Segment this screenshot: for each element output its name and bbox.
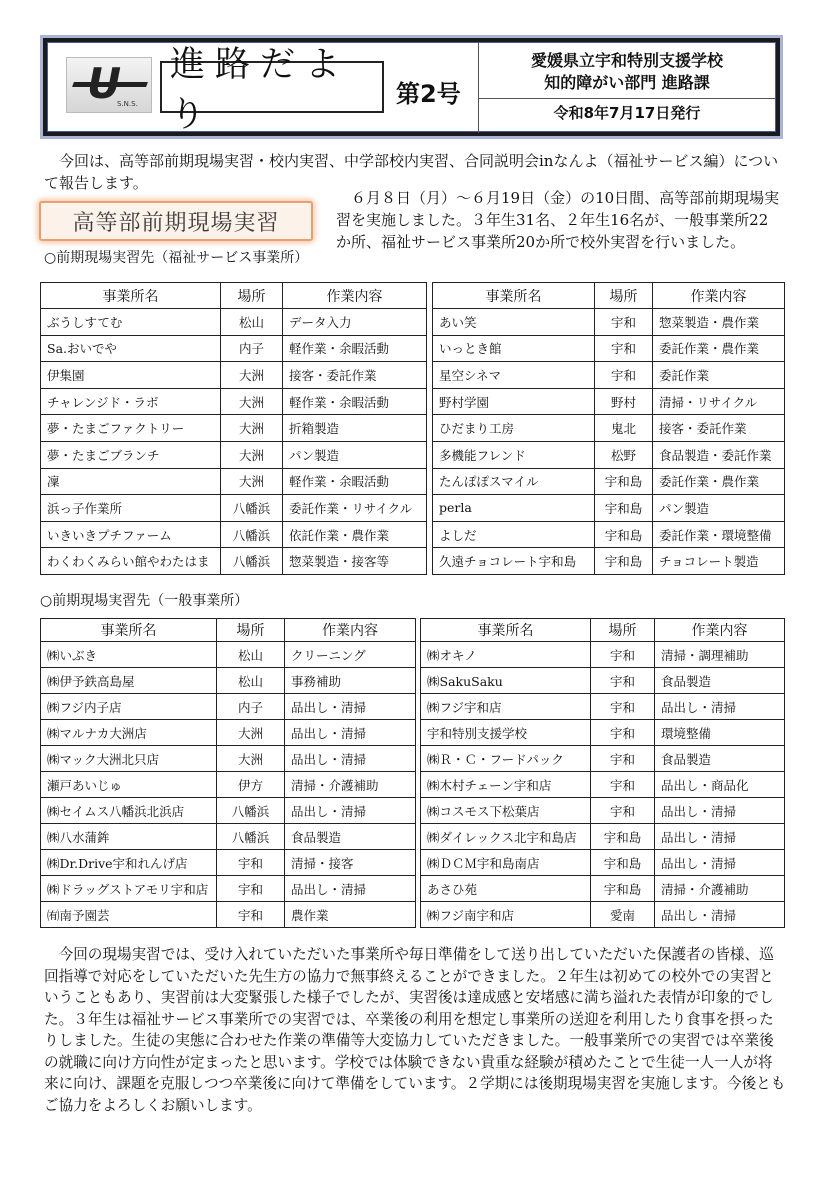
cell-business-name: 凜 (41, 468, 221, 495)
cell-business-name: ひだまり工房 (433, 415, 595, 442)
col-header-work: 作業内容 (655, 619, 785, 642)
table-row (41, 694, 416, 720)
cell-work: 食品製造・委託作業 (653, 441, 785, 468)
cell-work: 委託作業・農作業 (653, 335, 785, 362)
school-info (478, 50, 776, 94)
cell-place: 八幡浜 (221, 548, 283, 575)
cell-business-name: 野村学園 (433, 388, 595, 415)
cell-business-name: あさひ苑 (421, 876, 591, 902)
table-row (41, 388, 427, 415)
cell-business-name: ㈲南予園芸 (41, 902, 217, 928)
table-row (41, 642, 416, 668)
cell-place: 伊方 (217, 772, 285, 798)
cell-place: 鬼北 (595, 415, 653, 442)
cell-work: 依託作業・農作業 (283, 521, 427, 548)
cell-place: 大洲 (217, 720, 285, 746)
general-table-right (420, 618, 785, 928)
cell-place: 宇和 (591, 668, 655, 694)
cell-place: 宇和島 (595, 495, 653, 522)
cell-business-name: いきいきプチファーム (41, 521, 221, 548)
general-heading: ○前期現場実習先（一般事業所） (40, 593, 249, 609)
cell-work: 軽作業・余暇活動 (283, 335, 427, 362)
cell-business-name: 伊集園 (41, 362, 221, 389)
table-row (433, 309, 785, 336)
cell-work: 品出し・清掃 (285, 798, 416, 824)
cell-place: 宇和 (591, 720, 655, 746)
cell-business-name: 夢・たまごブランチ (41, 441, 221, 468)
table-row (433, 388, 785, 415)
cell-business-name: いっとき館 (433, 335, 595, 362)
cell-work: 接客・委託作業 (653, 415, 785, 442)
cell-business-name: ㈱フジ南宇和店 (421, 902, 591, 928)
cell-place: 宇和 (217, 876, 285, 902)
cell-place: 宇和 (591, 772, 655, 798)
cell-business-name: ㈱いぶき (41, 642, 217, 668)
cell-work: チョコレート製造 (653, 548, 785, 575)
cell-place: 宇和 (595, 362, 653, 389)
cell-business-name: ㈱オキノ (421, 642, 591, 668)
cell-work: 食品製造 (655, 746, 785, 772)
cell-business-name: ㈱Ｒ・Ｃ・フードパック (421, 746, 591, 772)
table-row (433, 521, 785, 548)
cell-place: 宇和 (595, 335, 653, 362)
col-header-name: 事業所名 (41, 619, 217, 642)
table-row (41, 850, 416, 876)
cell-work: 品出し・清掃 (285, 746, 416, 772)
cell-work: 委託作業 (653, 362, 785, 389)
cell-work: 清掃・接客 (285, 850, 416, 876)
cell-work: 委託作業・農作業 (653, 468, 785, 495)
cell-place: 松山 (217, 668, 285, 694)
table-row (41, 902, 416, 928)
cell-place: 大洲 (221, 468, 283, 495)
table-row (421, 824, 785, 850)
cell-place: 八幡浜 (217, 798, 285, 824)
cell-business-name: ㈱Dr.Drive宇和れんげ店 (41, 850, 217, 876)
cell-place: 大洲 (221, 362, 283, 389)
cell-place: 内子 (221, 335, 283, 362)
welfare-table-right (432, 282, 785, 575)
col-header-work: 作業内容 (653, 283, 785, 309)
department-name: 知的障がい部門 進路課 (544, 73, 710, 92)
table-row (421, 642, 785, 668)
table-row (433, 548, 785, 575)
table-row (421, 902, 785, 928)
cell-business-name: perla (433, 495, 595, 522)
table-row (433, 362, 785, 389)
cell-work: 惣菜製造・接客等 (283, 548, 427, 575)
cell-work: 品出し・清掃 (285, 876, 416, 902)
cell-business-name: ㈱ＤＣＭ宇和島南店 (421, 850, 591, 876)
school-name: 愛媛県立宇和特別支援学校 (530, 51, 723, 70)
cell-work: 農作業 (285, 902, 416, 928)
cell-place: 大洲 (217, 746, 285, 772)
cell-work: 清掃・介護補助 (285, 772, 416, 798)
table-row (421, 668, 785, 694)
cell-business-name: 浜っ子作業所 (41, 495, 221, 522)
logo-letter: U (87, 59, 122, 108)
cell-place: 宇和島 (591, 850, 655, 876)
table-row (41, 548, 427, 575)
col-header-name: 事業所名 (41, 283, 221, 309)
cell-work: 品出し・清掃 (285, 720, 416, 746)
table-row (433, 415, 785, 442)
cell-work: 品出し・商品化 (655, 772, 785, 798)
cell-place: 八幡浜 (221, 495, 283, 522)
cell-work: 委託作業・リサイクル (283, 495, 427, 522)
logo-subtext: S.N.S. (117, 100, 138, 108)
cell-place: 宇和 (591, 746, 655, 772)
header-divider-horizontal (478, 98, 776, 99)
table-row (41, 495, 427, 522)
cell-business-name: ㈱八水蒲鉾 (41, 824, 217, 850)
table-row (421, 850, 785, 876)
cell-business-name: ㈱ドラッグストアモリ宇和店 (41, 876, 217, 902)
cell-work: 清掃・介護補助 (655, 876, 785, 902)
cell-work: 品出し・清掃 (285, 694, 416, 720)
cell-work: 清掃・調理補助 (655, 642, 785, 668)
cell-work: 事務補助 (285, 668, 416, 694)
newsletter-title: 進路だより (160, 61, 384, 113)
table-row (41, 468, 427, 495)
section-summary: ６月８日（月）～６月19日（金）の10日間、高等部前期現場実習を実施しました。３年生31名、２年生16名が、一般事業所22か所、福祉サービス事業所20か所で校外実習を行いました。 (336, 189, 780, 251)
table-row (41, 720, 416, 746)
table-row (41, 824, 416, 850)
cell-business-name: ぶうしすてむ (41, 309, 221, 336)
cell-place: 八幡浜 (221, 521, 283, 548)
col-header-name: 事業所名 (433, 283, 595, 309)
table-row (421, 772, 785, 798)
cell-place: 宇和島 (595, 548, 653, 575)
cell-work: 折箱製造 (283, 415, 427, 442)
cell-work: 品出し・清掃 (655, 850, 785, 876)
cell-business-name: ㈱伊予鉄高島屋 (41, 668, 217, 694)
school-logo (66, 57, 152, 113)
cell-place: 大洲 (221, 415, 283, 442)
cell-place: 内子 (217, 694, 285, 720)
cell-business-name: 宇和特別支援学校 (421, 720, 591, 746)
cell-place: 松野 (595, 441, 653, 468)
cell-business-name: 夢・たまごファクトリー (41, 415, 221, 442)
cell-business-name: 多機能フレンド (433, 441, 595, 468)
cell-place: 宇和 (217, 850, 285, 876)
table-row (41, 772, 416, 798)
cell-place: 宇和島 (591, 824, 655, 850)
cell-work: 惣菜製造・農作業 (653, 309, 785, 336)
cell-business-name: チャレンジド・ラボ (41, 388, 221, 415)
cell-business-name: ㈱SakuSaku (421, 668, 591, 694)
table-row (41, 798, 416, 824)
section-title: 高等部前期現場実習 (39, 201, 313, 241)
cell-work: 接客・委託作業 (283, 362, 427, 389)
table-row (433, 335, 785, 362)
cell-place: 宇和 (591, 798, 655, 824)
table-row (433, 468, 785, 495)
cell-work: 委託作業・環境整備 (653, 521, 785, 548)
cell-work: データ入力 (283, 309, 427, 336)
cell-place: 宇和 (217, 902, 285, 928)
cell-work: パン製造 (653, 495, 785, 522)
welfare-table-left (40, 282, 427, 575)
table-row (41, 668, 416, 694)
cell-work: パン製造 (283, 441, 427, 468)
cell-work: 清掃・リサイクル (653, 388, 785, 415)
table-row (41, 876, 416, 902)
table-row (41, 746, 416, 772)
table-row (41, 441, 427, 468)
table-row (41, 521, 427, 548)
cell-business-name: ㈱フジ宇和店 (421, 694, 591, 720)
cell-place: 野村 (595, 388, 653, 415)
table-row (421, 746, 785, 772)
col-header-place: 場所 (217, 619, 285, 642)
table-row (433, 441, 785, 468)
general-table-left (40, 618, 416, 928)
cell-place: 宇和島 (595, 521, 653, 548)
table-row (421, 876, 785, 902)
issue-date: 令和8年7月17日発行 (553, 104, 701, 122)
cell-place: 宇和 (591, 694, 655, 720)
cell-work: 軽作業・余暇活動 (283, 388, 427, 415)
table-row (41, 362, 427, 389)
cell-place: 松山 (217, 642, 285, 668)
cell-business-name: 星空シネマ (433, 362, 595, 389)
cell-work: 品出し・清掃 (655, 798, 785, 824)
cell-work: 食品製造 (655, 668, 785, 694)
cell-business-name: ㈱木村チェーン宇和店 (421, 772, 591, 798)
table-row (41, 415, 427, 442)
table-row (421, 720, 785, 746)
issue-number: 第2号 (396, 80, 461, 108)
cell-work: 軽作業・余暇活動 (283, 468, 427, 495)
col-header-place: 場所 (595, 283, 653, 309)
cell-place: 松山 (221, 309, 283, 336)
cell-work: クリーニング (285, 642, 416, 668)
welfare-heading: ○前期現場実習先（福祉サービス事業所） (44, 250, 309, 266)
cell-place: 宇和 (595, 309, 653, 336)
cell-business-name: あい笑 (433, 309, 595, 336)
col-header-work: 作業内容 (285, 619, 416, 642)
cell-business-name: ㈱マルナカ大洲店 (41, 720, 217, 746)
col-header-place: 場所 (221, 283, 283, 309)
cell-business-name: わくわくみらい館やわたはま (41, 548, 221, 575)
cell-business-name: 瀬戸あいじゅ (41, 772, 217, 798)
table-row (421, 798, 785, 824)
cell-business-name: 久遠チョコレート宇和島 (433, 548, 595, 575)
closing-text: 今回の現場実習では、受け入れていただいた事業所や毎日準備をして送り出していただいた保護者の皆様、巡回指導で対応をしていただいた先生方の協力で無事終えることができました。２年生は初めての校外での実習ということもあり、実習前は大変緊張した様子でしたが、実習後は達成感と安堵感に満ち溢れた表情が印象的でした。３年生は福祉サービス事業所での実習では、卒業後の利用を想定し事業所の送迎を利用したり食事を摂ったりしました。生徒の実態に合わせた作業の準備等大変協力していただきました。一般事業所での実習では卒業後の就職に向け方向性が定まったと思います。学校では体験できない貴重な経験が積めたことで生徒一人一人が将来に向け、課題を克服しつつ卒業後に向けて準備をしています。２学期には後期現場実習を実施します。今後ともご協力をよろしくお願いします。 (44, 946, 786, 1114)
cell-business-name: ㈱フジ内子店 (41, 694, 217, 720)
cell-work: 品出し・清掃 (655, 694, 785, 720)
table-row (41, 309, 427, 336)
table-row (41, 335, 427, 362)
cell-business-name: ㈱ダイレックス北宇和島店 (421, 824, 591, 850)
cell-business-name: ㈱セイムス八幡浜北浜店 (41, 798, 217, 824)
cell-place: 愛南 (591, 902, 655, 928)
cell-place: 八幡浜 (217, 824, 285, 850)
cell-business-name: ㈱マック大洲北只店 (41, 746, 217, 772)
table-row (421, 694, 785, 720)
col-header-work: 作業内容 (283, 283, 427, 309)
cell-business-name: たんぽぽスマイル (433, 468, 595, 495)
cell-work: 環境整備 (655, 720, 785, 746)
cell-business-name: よしだ (433, 521, 595, 548)
cell-work: 品出し・清掃 (655, 902, 785, 928)
cell-business-name: ㈱コスモス下松葉店 (421, 798, 591, 824)
cell-business-name: Sa.おいでや (41, 335, 221, 362)
cell-work: 食品製造 (285, 824, 416, 850)
col-header-place: 場所 (591, 619, 655, 642)
cell-work: 品出し・清掃 (655, 824, 785, 850)
cell-place: 宇和島 (591, 876, 655, 902)
cell-place: 大洲 (221, 441, 283, 468)
cell-place: 大洲 (221, 388, 283, 415)
col-header-name: 事業所名 (421, 619, 591, 642)
intro-text: 今回は、高等部前期現場実習・校内実習、中学部校内実習、合同説明会inなんよ（福祉サービス編）について報告します。 (44, 152, 779, 192)
cell-place: 宇和島 (595, 468, 653, 495)
cell-place: 宇和 (591, 642, 655, 668)
table-row (433, 495, 785, 522)
